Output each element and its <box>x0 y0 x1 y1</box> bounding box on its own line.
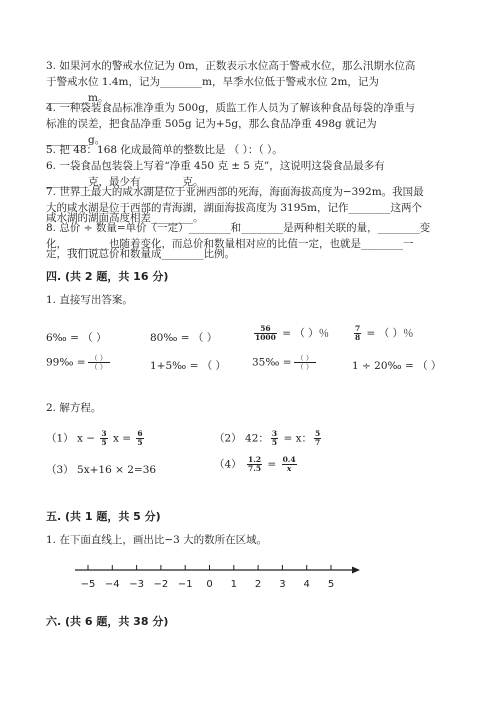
numerator: 6 <box>137 429 143 438</box>
denominator: 5 <box>137 438 143 447</box>
numerator: 3 <box>271 429 278 438</box>
p7-line2: 大的咸水湖是位于西部的青海湖，湖面海拔高度为 3195m，记作________这两个 <box>46 202 423 214</box>
denominator: （ ） <box>296 363 313 371</box>
equation-text: x = <box>109 432 135 445</box>
number-line-tick-label: −4 <box>104 579 120 590</box>
expression: 99‰ = <box>46 356 86 369</box>
number-line-tick-label: −5 <box>80 579 96 590</box>
p7-line3: 咸水湖的湖面高度相差________。 <box>46 212 204 224</box>
equation-4 <box>214 456 299 473</box>
p4-line3: ________g。 <box>46 134 106 146</box>
denominator: 7 <box>315 438 321 447</box>
s4-q1-r1-d <box>352 325 414 342</box>
number-line-tick-label: 5 <box>327 579 335 590</box>
p3-line3: ________m。 <box>46 92 109 104</box>
equation-text: （2） 42： <box>214 432 269 445</box>
fraction <box>314 430 321 447</box>
numerator: （ ） <box>88 354 110 363</box>
fraction <box>271 430 278 447</box>
arrow-head-icon <box>352 567 360 574</box>
p3-line1: 3. 如果河水的警戒水位记为 0m，正数表示水位高于警戒水位，那么汛期水位高 <box>46 60 416 72</box>
section4-heading: 四. (共 2 题，共 16 分) <box>46 270 169 283</box>
equation-text: = <box>264 458 280 471</box>
number-line-tick-label: 3 <box>279 579 286 590</box>
p3-line2: 于警戒水位 1.4m，记为________m，旱季水位低于警戒水位 2m，记为 <box>46 76 379 88</box>
equation-2 <box>214 430 323 447</box>
numerator: 7 <box>355 324 361 333</box>
denominator: 8 <box>355 333 361 342</box>
s4-q1-r1-c <box>252 325 329 342</box>
number-line-tick-label: −1 <box>177 579 193 590</box>
p6-line2: ________克，最少有________克。 <box>46 176 204 188</box>
denominator: 7.5 <box>248 464 262 473</box>
fraction <box>254 325 277 342</box>
fraction <box>354 325 361 342</box>
numerator: 56 <box>254 325 277 334</box>
equation-text: （4） <box>214 458 246 471</box>
blank-fraction <box>294 354 316 371</box>
fraction <box>282 456 297 473</box>
s4-q1-r1-a: 6‰ = （ ） <box>46 332 107 344</box>
denominator: （ ） <box>90 363 107 371</box>
number-line-tick-label: −2 <box>153 579 169 590</box>
answer-blank: = （ ）％ <box>363 327 414 340</box>
equation-text: = x： <box>280 432 313 445</box>
denominator: 5 <box>271 438 278 447</box>
section6-heading: 六. (共 6 题，共 38 分) <box>46 615 169 628</box>
p8-line1: 8. 总价 ÷ 数量=单价（一定）________和________是两种相关联的量，________变 <box>46 222 431 234</box>
number-line-tick-label: 1 <box>230 579 237 590</box>
s4-q2-title: 2. 解方程。 <box>46 402 102 414</box>
number-line-tick-label: 4 <box>303 579 310 590</box>
numerator: 1.2 <box>248 455 262 464</box>
number-line-tick-label: −3 <box>129 579 144 590</box>
p4-line1: 4. 一种袋装食品标准净重为 500g，质监工作人员为了解该种食品每袋的净重与 <box>46 102 415 114</box>
answer-blank: = （ ）％ <box>278 327 330 340</box>
equation-3: （3） 5x+16 × 2=36 <box>46 464 157 476</box>
number-line-tick-label: 2 <box>254 579 262 590</box>
number-line-tick-label: 0 <box>206 579 213 590</box>
p6-line1: 6. 一袋食品包装袋上写着“净重 450 克 ± 5 克”，这说明这袋食品最多有 <box>46 160 385 172</box>
p5-line1: 5. 把 48：168 化成最简单的整数比是 （ ）：（ ）。 <box>46 144 283 156</box>
equation-1 <box>46 430 146 447</box>
equation-text: （1） x − <box>46 432 99 445</box>
p8-line3: 定，我们说总价和数量成________比例。 <box>46 248 235 260</box>
s4-q1-title: 1. 直接写出答案。 <box>46 294 133 306</box>
denominator: x <box>286 464 292 473</box>
fraction <box>136 430 143 447</box>
s4-q1-r2-c <box>252 354 316 371</box>
number-line[interactable] <box>0 560 500 600</box>
numerator: 5 <box>315 429 321 438</box>
p8-line2: 化，________也随着变化，而总价和数量相对应的比值一定，也就是________一 <box>46 238 414 250</box>
s5-q1-text: 1. 在下面直线上，画出比−3 大的数所在区域。 <box>46 534 268 546</box>
s4-q1-r2-a <box>46 354 110 371</box>
fraction <box>100 430 107 447</box>
p4-line2: 标准的误差，把食品净重 505g 记为+5g，那么食品净重 498g 就记为 <box>46 118 377 130</box>
numerator: 0.4 <box>282 455 296 464</box>
s4-q1-r2-d: 1 ÷ 20‰ = （ ） <box>352 360 442 372</box>
section5-heading: 五. (共 1 题，共 5 分) <box>46 510 161 523</box>
s4-q1-r2-b: 1+5‰ = （ ） <box>150 360 227 372</box>
fraction <box>247 456 262 473</box>
s4-q1-r1-b: 80‰ = （ ） <box>150 332 218 344</box>
denominator: 1000 <box>255 333 276 342</box>
denominator: 5 <box>101 438 107 447</box>
p7-line1: 7. 世界上最大的咸水湖是位于亚洲西部的死海，海面海拔高度为−392m。我国最 <box>46 186 424 198</box>
blank-fraction <box>88 354 110 371</box>
numerator: （ ） <box>294 354 316 363</box>
expression: 35‰ = <box>252 356 292 369</box>
numerator: 3 <box>101 429 107 438</box>
